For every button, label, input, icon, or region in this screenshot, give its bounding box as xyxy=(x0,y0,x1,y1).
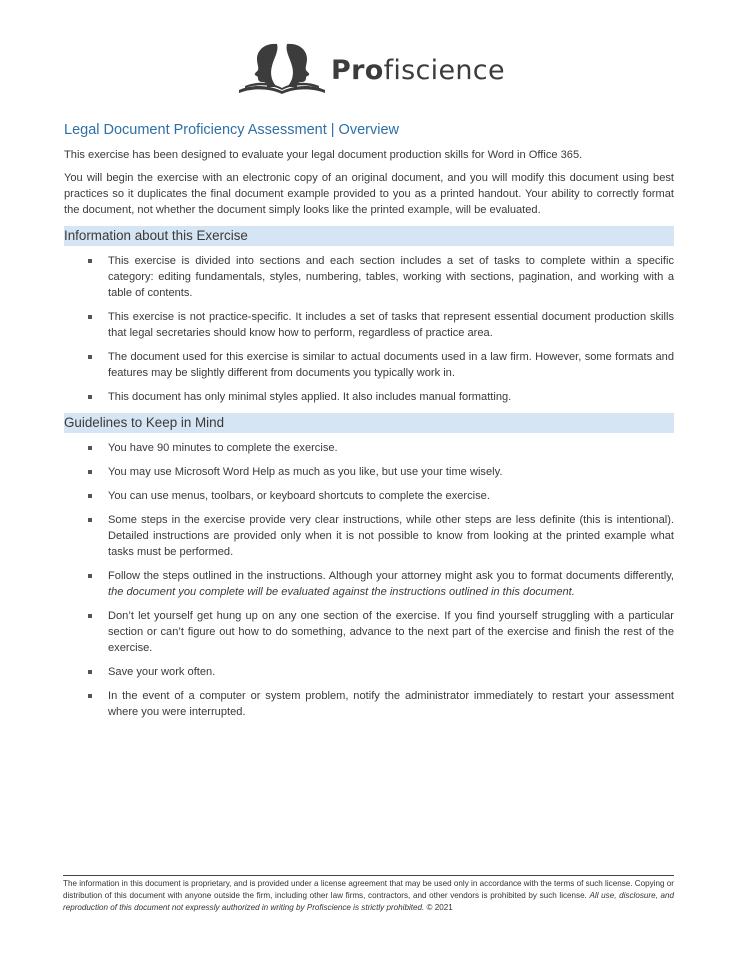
list-item xyxy=(64,688,674,720)
bullet-icon xyxy=(88,670,92,674)
list-item-text: You can use menus, toolbars, or keyboard shortcuts to complete the exercise. xyxy=(108,490,490,502)
footer-copyright: © 2021 xyxy=(424,903,453,912)
intro-paragraph-1: This exercise has been designed to evaluate your legal document production skills for Word in Office 365. xyxy=(64,149,583,161)
section-heading-information: Information about this Exercise xyxy=(64,226,674,246)
list-item-text: Follow the steps outlined in the instructions. Although your attorney might ask you to format documents differently, xyxy=(108,570,674,582)
bullet-icon xyxy=(88,470,92,474)
bullet-icon xyxy=(88,355,92,359)
bullet-icon xyxy=(88,518,92,522)
list-item xyxy=(64,568,674,600)
list-item xyxy=(64,440,674,456)
intro-paragraph-2: You will begin the exercise with an electronic copy of an original document, and you will modify this document using best practices so it duplicates the final document example provided to you as a printed handout. Your ability to correctly format the document, not whether the document simply looks like the printed example, will be evaluated. xyxy=(64,172,674,216)
list-item-text: Don’t let yourself get hung up on any one section of the exercise. If you find yourself struggling with a particular section or can’t figure out how to do something, advance to the next part of the exercise and finish the rest of the exercise. xyxy=(108,610,674,654)
footer-text: The information in this document is proprietary, and is provided under a license agreement that may be used only in accordance with the terms of such license. Copying or distribution of this document with anyone outside the firm, including other law firms, contractors, and other vendors is prohibited by such license. xyxy=(63,879,674,900)
list-item xyxy=(64,664,674,680)
section-heading-guidelines: Guidelines to Keep in Mind xyxy=(64,413,674,433)
bullet-icon xyxy=(88,395,92,399)
list-item-emphasis: the document you complete will be evaluated against the instructions outlined in this document. xyxy=(108,586,575,598)
list-item xyxy=(64,389,674,405)
list-item-text: The document used for this exercise is similar to actual documents used in a law firm. However, some formats and features may be slightly different from documents you typically work in. xyxy=(108,351,674,379)
list-item xyxy=(64,253,674,301)
list-item-text: This document has only minimal styles applied. It also includes manual formatting. xyxy=(108,391,512,403)
profiles-over-open-book-icon xyxy=(237,40,327,96)
list-item-text: You may use Microsoft Word Help as much as you like, but use your time wisely. xyxy=(108,466,503,478)
page-title: Legal Document Proficiency Assessment | Overview xyxy=(64,122,399,138)
brand-logo xyxy=(237,40,505,96)
list-item xyxy=(64,488,674,504)
list-item xyxy=(64,309,674,341)
bullet-icon xyxy=(88,446,92,450)
list-item-text: Save your work often. xyxy=(108,666,216,678)
guidelines-bullet-list xyxy=(64,440,674,720)
brand-name-rest: fiscience xyxy=(383,54,505,86)
footer-italic-text: All use, disclosure, and reproduction of this document not expressly authorized in writing by Profiscience is strictly prohibited. xyxy=(63,891,674,912)
document-body xyxy=(64,122,674,728)
brand-name-bold: Pro xyxy=(331,54,384,86)
list-item-text: You have 90 minutes to complete the exercise. xyxy=(108,442,338,454)
information-bullet-list xyxy=(64,253,674,405)
list-item-text: This exercise is divided into sections and each section includes a set of tasks to complete within a specific category: editing fundamentals, styles, numbering, tables, working with sections, pagination, and working with a table of contents. xyxy=(108,255,674,299)
legal-footer xyxy=(63,875,674,914)
bullet-icon xyxy=(88,614,92,618)
list-item xyxy=(64,349,674,381)
list-item-text: In the event of a computer or system problem, notify the administrator immediately to restart your assessment where you were interrupted. xyxy=(108,690,674,718)
bullet-icon xyxy=(88,694,92,698)
list-item-text: This exercise is not practice-specific. It includes a set of tasks that represent essential document production skills that legal secretaries should know how to perform, regardless of practice area. xyxy=(108,311,674,339)
bullet-icon xyxy=(88,574,92,578)
brand-name xyxy=(331,55,505,86)
list-item-text: Some steps in the exercise provide very clear instructions, while other steps are less definite (this is intentional). Detailed instructions are provided only when it is not possible to know from looking at the printed example what tasks must be performed. xyxy=(108,514,674,558)
bullet-icon xyxy=(88,494,92,498)
bullet-icon xyxy=(88,315,92,319)
list-item xyxy=(64,464,674,480)
list-item xyxy=(64,512,674,560)
list-item xyxy=(64,608,674,656)
bullet-icon xyxy=(88,259,92,263)
